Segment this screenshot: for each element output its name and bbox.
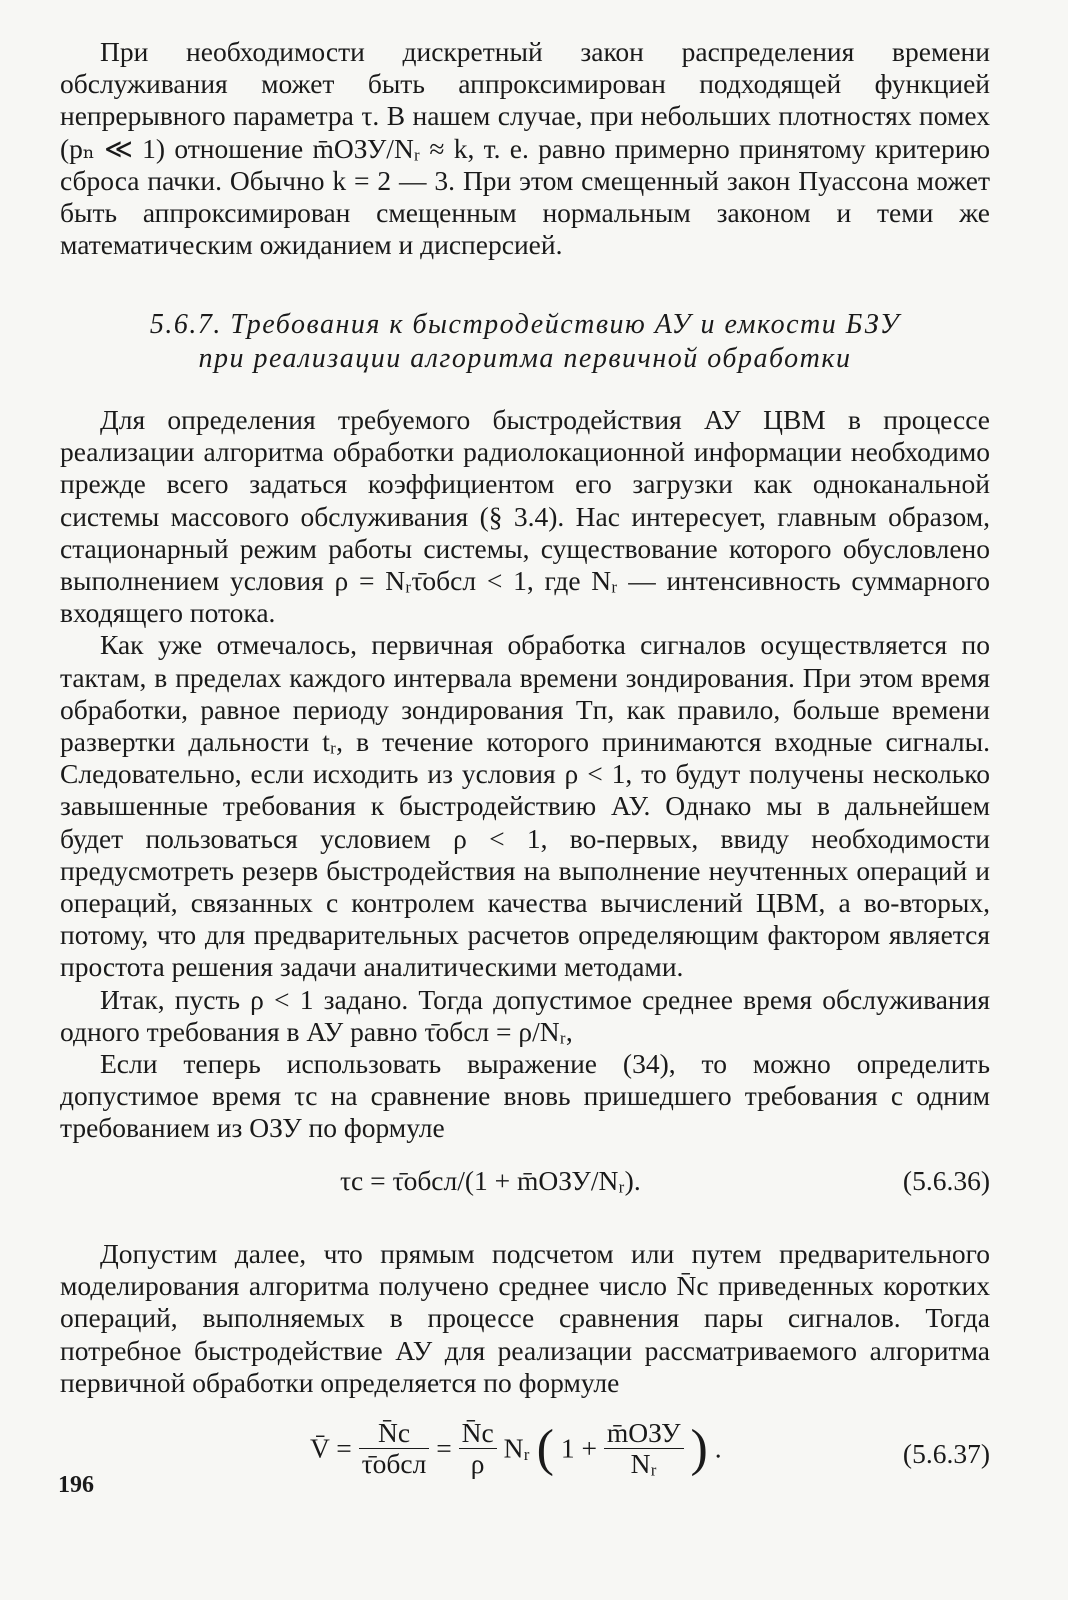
formula-nr: Nᵣ	[503, 1432, 530, 1464]
formula-5-6-36	[60, 1165, 990, 1205]
formula-lhs: V̄ =	[310, 1432, 352, 1464]
fraction-1-denominator: τ̄обсл	[359, 1448, 430, 1479]
formula-5-6-37-expression	[310, 1418, 722, 1479]
section-heading-line-1: 5.6.7. Требования к быстродействию АУ и емкости БЗУ	[149, 309, 901, 340]
paren-open: (	[536, 1420, 554, 1477]
paragraph-4: Если теперь использовать выражение (34), то можно определить допустимое время τc на сравнение вновь пришедшего требования с одним требованием из ОЗУ по формуле	[60, 1048, 990, 1144]
paragraph-3: Итак, пусть ρ < 1 задано. Тогда допустимое среднее время обслуживания одного требования в АУ равно τ̄обсл = ρ/Nᵣ,	[60, 983, 990, 1047]
paragraph-intro-block	[60, 36, 990, 261]
body-text-block	[60, 404, 990, 1145]
fraction-m-over-nr	[604, 1418, 684, 1479]
fraction-3-numerator: m̄ОЗУ	[606, 1417, 681, 1448]
paragraph-after-formula: Допустим далее, что прямым подсчетом или путем предварительного моделирования алгоритма получено среднее число N̄c приведенных коротких операций, выполняемых в процессе сравнения пары сигналов. Тогда потребное быстродействие АУ для реализации рассматриваемого алгоритма первичной обработки определяется по формуле	[60, 1238, 990, 1398]
paragraph-2: Как уже отмечалось, первичная обработка сигналов осуществляется по тактам, в пределах каждого интервала времени зондирования. При этом время обработки, равное периоду зондирования Tп, как правило, больше времени развертки дальности tᵣ, в течение которого принимаются входные сигналы. Следовательно, если исходить из условия ρ < 1, то будут получены несколько завышенные требования к быстродействию АУ. Однако мы в дальнейшем будет пользоваться условием ρ < 1, во-первых, ввиду необходимости предусмотреть резерв быстродействия на выполнение неучтенных операций и операций, связанных с контролем качества вычислений ЦВМ, а во-вторых, потому, что для предварительных расчетов определяющим фактором является простота решения задачи аналитическими методами.	[60, 629, 990, 983]
fraction-2-numerator: N̄c	[461, 1417, 494, 1448]
formula-one-plus: 1 +	[560, 1432, 597, 1464]
paragraph-1: Для определения требуемого быстродействия АУ ЦВМ в процессе реализации алгоритма обработки радиолокационной информации необходимо прежде всего задаться коэффициентом его загрузки как одноканальной системы массового обслуживания (§ 3.4). Нас интересует, главным образом, стационарный режим работы системы, существование которого обусловлено выполнением условия ρ = Nᵣτ̄обсл < 1, где Nᵣ — интенсивность суммарного входящего потока.	[60, 404, 990, 629]
formula-tail: .	[714, 1432, 722, 1464]
section-heading-line-2: при реализации алгоритма первичной обработки	[198, 343, 852, 374]
fraction-1-numerator: N̄c	[377, 1417, 411, 1448]
fraction-nc-over-tau	[359, 1418, 430, 1479]
formula-5-6-36-expression: τc = τ̄обсл/(1 + m̄ОЗУ/Nᵣ).	[340, 1165, 641, 1196]
formula-5-6-37	[60, 1418, 990, 1494]
fraction-2-denominator: ρ	[459, 1448, 497, 1479]
page-number: 196	[58, 1472, 94, 1498]
formula-5-6-37-number: (5.6.37)	[902, 1438, 990, 1469]
fraction-3-denominator: Nᵣ	[604, 1448, 684, 1479]
paragraph-after-formula-block	[60, 1238, 990, 1399]
section-heading	[60, 308, 990, 376]
formula-equals: =	[436, 1432, 452, 1464]
formula-5-6-36-number: (5.6.36)	[902, 1165, 990, 1196]
fraction-nc-over-rho	[459, 1418, 497, 1479]
paren-close: )	[690, 1420, 708, 1477]
paragraph-intro: При необходимости дискретный закон распределения времени обслуживания может быть аппроксимирован подходящей функцией непрерывного параметра τ. В нашем случае, при небольших плотностях помех (pₙ ≪ 1) отношение m̄ОЗУ/Nᵣ ≈ k, т. е. равно примерно принятому критерию сброса пачки. Обычно k = 2 — 3. При этом смещенный закон Пуассона может быть аппроксимирован смещенным нормальным законом и теми же математическим ожиданием и дисперсией.	[60, 36, 990, 261]
